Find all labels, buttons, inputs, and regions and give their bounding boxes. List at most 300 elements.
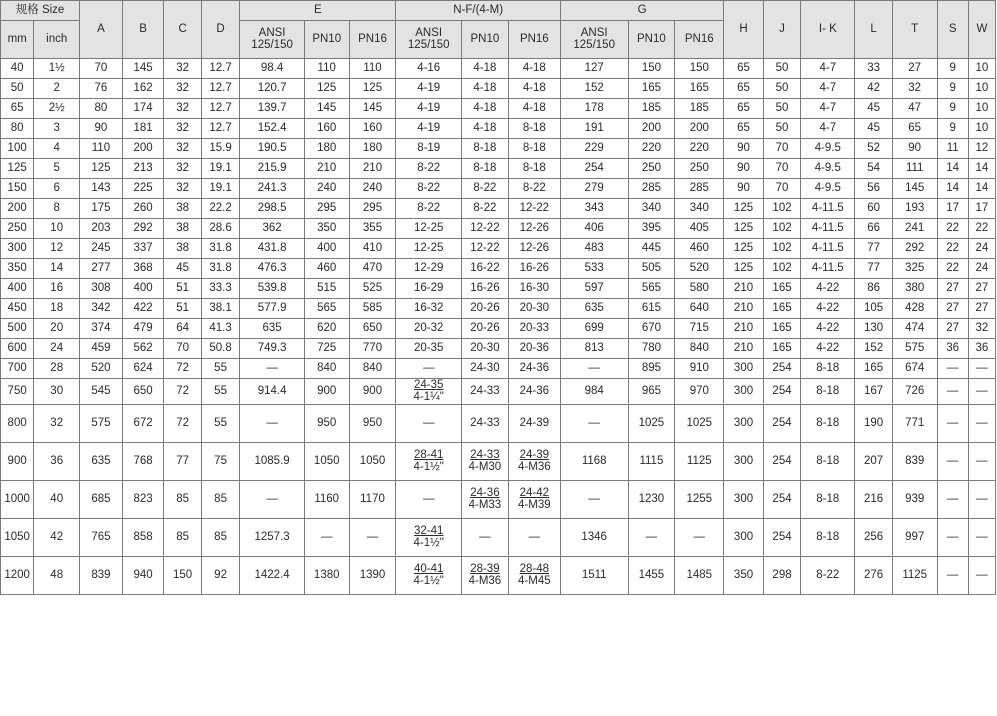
cell-e-pn16: 840 <box>349 359 396 379</box>
col-a-header: A <box>80 1 123 59</box>
cell-l: 45 <box>855 119 892 139</box>
cell-mm: 600 <box>1 339 34 359</box>
cell-t: 27 <box>892 59 937 79</box>
cell-g-pn16: 970 <box>675 379 724 405</box>
cell-ik: 4-22 <box>801 299 855 319</box>
cell-b: 400 <box>122 279 164 299</box>
cell-b: 650 <box>122 379 164 405</box>
cell-ik: 4-22 <box>801 319 855 339</box>
cell-d: 55 <box>201 405 240 443</box>
cell-s: 9 <box>937 79 968 99</box>
cell-s: — <box>937 359 968 379</box>
cell-mm: 40 <box>1 59 34 79</box>
cell-mm: 50 <box>1 79 34 99</box>
table-body <box>1 59 996 595</box>
cell-l: 33 <box>855 59 892 79</box>
cell-s: 22 <box>937 239 968 259</box>
stacked-value <box>469 449 502 473</box>
cell-j: 102 <box>763 239 800 259</box>
cell-nf-ansi: 8-22 <box>396 179 462 199</box>
cell-s: 22 <box>937 259 968 279</box>
cell-nf-pn10: 12-22 <box>461 239 508 259</box>
cell-s: — <box>937 379 968 405</box>
cell-ik: 4-22 <box>801 339 855 359</box>
cell-nf-pn16 <box>508 443 560 481</box>
ansi-label: ANSI <box>580 27 608 39</box>
cell-s: 11 <box>937 139 968 159</box>
cell-b: 858 <box>122 519 164 557</box>
table-row <box>1 159 996 179</box>
cell-b: 225 <box>122 179 164 199</box>
cell-h: 300 <box>724 405 764 443</box>
cell-inch: 5 <box>34 159 80 179</box>
cell-e-pn16: 950 <box>349 405 396 443</box>
cell-h: 65 <box>724 99 764 119</box>
cell-g-pn16: 1255 <box>675 481 724 519</box>
cell-nf-pn16 <box>508 481 560 519</box>
cell-a: 277 <box>80 259 123 279</box>
cell-a: 70 <box>80 59 123 79</box>
table-row <box>1 319 996 339</box>
cell-inch: 18 <box>34 299 80 319</box>
cell-c: 77 <box>164 443 201 481</box>
cell-ik: 8-18 <box>801 405 855 443</box>
cell-nf-pn16: 4-18 <box>508 79 560 99</box>
ansi-class-label: 125/150 <box>407 39 450 51</box>
cell-nf-pn10: 8-18 <box>461 159 508 179</box>
cell-h: 125 <box>724 199 764 219</box>
cell-b: 768 <box>122 443 164 481</box>
cell-mm: 750 <box>1 379 34 405</box>
cell-b: 200 <box>122 139 164 159</box>
cell-e-pn16: 900 <box>349 379 396 405</box>
cell-e-pn16: 125 <box>349 79 396 99</box>
cell-t: 292 <box>892 239 937 259</box>
cell-c: 32 <box>164 119 201 139</box>
cell-inch: 32 <box>34 405 80 443</box>
cell-w: 10 <box>968 99 995 119</box>
cell-nf-pn10: 12-22 <box>461 219 508 239</box>
cell-inch: 3 <box>34 119 80 139</box>
cell-ik: 4-7 <box>801 119 855 139</box>
cell-ik: 8-18 <box>801 443 855 481</box>
cell-nf-pn16: — <box>508 519 560 557</box>
bolt-spec: 4-M36 <box>468 575 502 587</box>
cell-g-pn16: 1025 <box>675 405 724 443</box>
cell-nf-pn16: 16-26 <box>508 259 560 279</box>
cell-l: 56 <box>855 179 892 199</box>
cell-d: 38.1 <box>201 299 240 319</box>
cell-h: 350 <box>724 557 764 595</box>
cell-a: 839 <box>80 557 123 595</box>
cell-d: 41.3 <box>201 319 240 339</box>
cell-a: 203 <box>80 219 123 239</box>
cell-s: 14 <box>937 159 968 179</box>
cell-g-pn10: 200 <box>628 119 675 139</box>
cell-w: 10 <box>968 59 995 79</box>
cell-nf-ansi <box>396 519 462 557</box>
cell-nf-pn10 <box>461 557 508 595</box>
cell-g-ansi: 533 <box>560 259 628 279</box>
cell-e-pn16: 355 <box>349 219 396 239</box>
stacked-value <box>414 563 444 587</box>
cell-d: 75 <box>201 443 240 481</box>
bolt-spec: 4-1½" <box>413 575 444 587</box>
cell-g-pn16: 460 <box>675 239 724 259</box>
cell-ik: 8-22 <box>801 557 855 595</box>
cell-a: 76 <box>80 79 123 99</box>
cell-l: 86 <box>855 279 892 299</box>
cell-g-ansi: 1511 <box>560 557 628 595</box>
cell-g-pn10: 340 <box>628 199 675 219</box>
cell-g-pn10: 445 <box>628 239 675 259</box>
ansi-label: ANSI <box>258 27 286 39</box>
table-row <box>1 119 996 139</box>
cell-d: 85 <box>201 519 240 557</box>
cell-h: 300 <box>724 379 764 405</box>
cell-b: 213 <box>122 159 164 179</box>
cell-w: — <box>968 519 995 557</box>
cell-g-pn16: 840 <box>675 339 724 359</box>
cell-ik: 4-22 <box>801 279 855 299</box>
cell-e-ansi: 1257.3 <box>240 519 305 557</box>
cell-nf-pn10: 16-22 <box>461 259 508 279</box>
cell-d: 85 <box>201 481 240 519</box>
cell-c: 64 <box>164 319 201 339</box>
cell-l: 276 <box>855 557 892 595</box>
cell-c: 32 <box>164 99 201 119</box>
cell-mm: 150 <box>1 179 34 199</box>
nf-pn10-header: PN10 <box>461 21 508 59</box>
cell-nf-ansi: — <box>396 481 462 519</box>
cell-j: 70 <box>763 159 800 179</box>
cell-mm: 100 <box>1 139 34 159</box>
cell-mm: 400 <box>1 279 34 299</box>
cell-g-pn16: 715 <box>675 319 724 339</box>
cell-w: 10 <box>968 79 995 99</box>
cell-t: 111 <box>892 159 937 179</box>
cell-g-ansi: 191 <box>560 119 628 139</box>
cell-inch: 8 <box>34 199 80 219</box>
cell-nf-pn10: 8-18 <box>461 139 508 159</box>
table-row <box>1 299 996 319</box>
cell-e-pn16: 145 <box>349 99 396 119</box>
cell-ik: 4-7 <box>801 99 855 119</box>
hole-spec: 24-36 <box>470 487 500 499</box>
table-row <box>1 239 996 259</box>
cell-t: 193 <box>892 199 937 219</box>
cell-g-pn16: 200 <box>675 119 724 139</box>
cell-nf-pn16: 12-26 <box>508 219 560 239</box>
cell-d: 55 <box>201 359 240 379</box>
cell-g-ansi: 178 <box>560 99 628 119</box>
cell-c: 150 <box>164 557 201 595</box>
cell-a: 459 <box>80 339 123 359</box>
cell-j: 50 <box>763 59 800 79</box>
hole-spec: 28-48 <box>519 563 550 575</box>
cell-g-pn10: 1455 <box>628 557 675 595</box>
cell-t: 32 <box>892 79 937 99</box>
cell-w: 12 <box>968 139 995 159</box>
stacked-value <box>518 563 551 587</box>
cell-d: 28.6 <box>201 219 240 239</box>
cell-e-pn10: 840 <box>304 359 349 379</box>
hole-spec: 40-41 <box>413 563 444 575</box>
cell-s: — <box>937 481 968 519</box>
cell-e-pn10: 950 <box>304 405 349 443</box>
cell-inch: 28 <box>34 359 80 379</box>
cell-e-ansi: 362 <box>240 219 305 239</box>
cell-ik: 8-18 <box>801 379 855 405</box>
table-row <box>1 359 996 379</box>
cell-g-pn10: 220 <box>628 139 675 159</box>
cell-j: 165 <box>763 339 800 359</box>
cell-g-pn16: 910 <box>675 359 724 379</box>
cell-l: 60 <box>855 199 892 219</box>
cell-b: 624 <box>122 359 164 379</box>
cell-mm: 450 <box>1 299 34 319</box>
cell-b: 145 <box>122 59 164 79</box>
col-g-header: G <box>560 1 723 21</box>
col-ik-header: I- K <box>801 1 855 59</box>
cell-e-ansi: 98.4 <box>240 59 305 79</box>
cell-e-pn10: 210 <box>304 159 349 179</box>
cell-nf-pn16: 16-30 <box>508 279 560 299</box>
cell-e-ansi: 1085.9 <box>240 443 305 481</box>
cell-e-ansi: — <box>240 359 305 379</box>
col-l-header: L <box>855 1 892 59</box>
cell-l: 77 <box>855 259 892 279</box>
cell-nf-ansi: 8-22 <box>396 159 462 179</box>
cell-ik: 8-18 <box>801 481 855 519</box>
cell-e-pn10: 565 <box>304 299 349 319</box>
cell-e-ansi: 139.7 <box>240 99 305 119</box>
cell-w: 10 <box>968 119 995 139</box>
cell-e-pn10: 1380 <box>304 557 349 595</box>
cell-mm: 300 <box>1 239 34 259</box>
bolt-spec: 4-1½" <box>413 461 444 473</box>
cell-mm: 1050 <box>1 519 34 557</box>
cell-w: 24 <box>968 239 995 259</box>
cell-nf-ansi: 8-22 <box>396 199 462 219</box>
cell-h: 300 <box>724 519 764 557</box>
cell-w: — <box>968 359 995 379</box>
cell-g-pn10: 895 <box>628 359 675 379</box>
cell-nf-pn10: 4-18 <box>461 79 508 99</box>
cell-e-ansi: 749.3 <box>240 339 305 359</box>
cell-g-ansi: 635 <box>560 299 628 319</box>
inch-header: inch <box>34 21 80 59</box>
cell-g-pn10: 1230 <box>628 481 675 519</box>
cell-g-pn10: 615 <box>628 299 675 319</box>
cell-s: 9 <box>937 119 968 139</box>
cell-d: 22.2 <box>201 199 240 219</box>
cell-s: 9 <box>937 99 968 119</box>
cell-g-ansi: — <box>560 359 628 379</box>
g-pn10-header: PN10 <box>628 21 675 59</box>
cell-nf-pn16: 8-18 <box>508 139 560 159</box>
cell-a: 575 <box>80 405 123 443</box>
cell-nf-pn10: — <box>461 519 508 557</box>
cell-g-pn16: 580 <box>675 279 724 299</box>
cell-a: 374 <box>80 319 123 339</box>
cell-nf-pn16: 24-36 <box>508 379 560 405</box>
cell-nf-pn10: 4-18 <box>461 59 508 79</box>
cell-e-ansi: 914.4 <box>240 379 305 405</box>
bolt-spec: 4-M36 <box>518 461 551 473</box>
cell-d: 15.9 <box>201 139 240 159</box>
cell-e-ansi: 1422.4 <box>240 557 305 595</box>
table-row <box>1 405 996 443</box>
cell-j: 165 <box>763 299 800 319</box>
cell-a: 765 <box>80 519 123 557</box>
cell-b: 181 <box>122 119 164 139</box>
cell-nf-ansi: 4-19 <box>396 99 462 119</box>
cell-nf-ansi <box>396 557 462 595</box>
cell-g-pn16: 640 <box>675 299 724 319</box>
cell-inch: 2 <box>34 79 80 99</box>
cell-d: 12.7 <box>201 79 240 99</box>
cell-e-pn10: 460 <box>304 259 349 279</box>
cell-nf-ansi: 12-25 <box>396 219 462 239</box>
cell-g-ansi: 699 <box>560 319 628 339</box>
e-ansi-header <box>240 21 305 59</box>
cell-e-pn10: 900 <box>304 379 349 405</box>
cell-ik: 4-9.5 <box>801 139 855 159</box>
cell-b: 162 <box>122 79 164 99</box>
cell-s: 27 <box>937 299 968 319</box>
cell-e-pn16: 110 <box>349 59 396 79</box>
cell-nf-pn10: 8-22 <box>461 179 508 199</box>
cell-h: 210 <box>724 319 764 339</box>
cell-s: — <box>937 405 968 443</box>
hole-spec: 24-35 <box>413 379 444 391</box>
cell-l: 45 <box>855 99 892 119</box>
cell-nf-ansi <box>396 379 462 405</box>
cell-e-pn16: 525 <box>349 279 396 299</box>
cell-s: 27 <box>937 279 968 299</box>
cell-b: 940 <box>122 557 164 595</box>
cell-h: 125 <box>724 239 764 259</box>
cell-ik: 4-11.5 <box>801 239 855 259</box>
cell-t: 1125 <box>892 557 937 595</box>
cell-nf-pn16: 8-22 <box>508 179 560 199</box>
cell-c: 72 <box>164 359 201 379</box>
cell-l: 256 <box>855 519 892 557</box>
cell-l: 190 <box>855 405 892 443</box>
cell-h: 90 <box>724 179 764 199</box>
cell-mm: 1200 <box>1 557 34 595</box>
cell-g-ansi: 984 <box>560 379 628 405</box>
cell-e-ansi: 539.8 <box>240 279 305 299</box>
cell-nf-pn10: 24-30 <box>461 359 508 379</box>
cell-s: 9 <box>937 59 968 79</box>
cell-h: 125 <box>724 219 764 239</box>
cell-nf-ansi: 16-32 <box>396 299 462 319</box>
g-pn16-header: PN16 <box>675 21 724 59</box>
cell-t: 145 <box>892 179 937 199</box>
cell-ik: 4-7 <box>801 59 855 79</box>
cell-c: 85 <box>164 519 201 557</box>
cell-e-ansi: 120.7 <box>240 79 305 99</box>
cell-g-ansi: 483 <box>560 239 628 259</box>
cell-nf-ansi: 20-32 <box>396 319 462 339</box>
cell-j: 254 <box>763 519 800 557</box>
cell-g-ansi: 254 <box>560 159 628 179</box>
col-d-header: D <box>201 1 240 59</box>
cell-inch: 24 <box>34 339 80 359</box>
cell-s: 27 <box>937 319 968 339</box>
cell-c: 38 <box>164 199 201 219</box>
cell-e-pn10: 240 <box>304 179 349 199</box>
cell-a: 125 <box>80 159 123 179</box>
cell-s: — <box>937 519 968 557</box>
cell-inch: 42 <box>34 519 80 557</box>
cell-l: 42 <box>855 79 892 99</box>
cell-nf-ansi <box>396 443 462 481</box>
table-row <box>1 219 996 239</box>
col-b-header: B <box>122 1 164 59</box>
cell-g-pn16: 150 <box>675 59 724 79</box>
cell-t: 474 <box>892 319 937 339</box>
cell-g-pn10: 1115 <box>628 443 675 481</box>
cell-g-ansi: 597 <box>560 279 628 299</box>
nf-pn16-header: PN16 <box>508 21 560 59</box>
cell-b: 292 <box>122 219 164 239</box>
cell-nf-pn16: 20-33 <box>508 319 560 339</box>
cell-l: 66 <box>855 219 892 239</box>
cell-e-ansi: 241.3 <box>240 179 305 199</box>
cell-d: 12.7 <box>201 99 240 119</box>
cell-nf-pn10: 4-18 <box>461 99 508 119</box>
cell-nf-ansi: — <box>396 359 462 379</box>
cell-w: — <box>968 443 995 481</box>
cell-h: 300 <box>724 359 764 379</box>
cell-j: 102 <box>763 259 800 279</box>
cell-mm: 65 <box>1 99 34 119</box>
cell-d: 19.1 <box>201 179 240 199</box>
ansi-class-label: 125/150 <box>251 39 293 51</box>
cell-c: 72 <box>164 405 201 443</box>
cell-inch: 30 <box>34 379 80 405</box>
cell-e-pn16: 1050 <box>349 443 396 481</box>
cell-w: — <box>968 557 995 595</box>
cell-ik: 4-9.5 <box>801 159 855 179</box>
cell-t: 428 <box>892 299 937 319</box>
cell-g-pn10: 965 <box>628 379 675 405</box>
cell-l: 216 <box>855 481 892 519</box>
cell-g-pn10: 565 <box>628 279 675 299</box>
cell-l: 130 <box>855 319 892 339</box>
cell-mm: 125 <box>1 159 34 179</box>
table-row <box>1 339 996 359</box>
hole-spec: 32-41 <box>413 525 444 537</box>
cell-s: — <box>937 443 968 481</box>
cell-s: 14 <box>937 179 968 199</box>
ansi-class-label: 125/150 <box>573 39 615 51</box>
cell-e-pn10: 1160 <box>304 481 349 519</box>
cell-nf-pn16: 20-36 <box>508 339 560 359</box>
cell-l: 77 <box>855 239 892 259</box>
cell-nf-pn16: 8-18 <box>508 159 560 179</box>
cell-g-pn10: — <box>628 519 675 557</box>
cell-w: — <box>968 405 995 443</box>
cell-g-pn16: — <box>675 519 724 557</box>
cell-t: 380 <box>892 279 937 299</box>
col-j-header: J <box>763 1 800 59</box>
hole-spec: 24-42 <box>519 487 550 499</box>
cell-nf-pn10: 20-30 <box>461 339 508 359</box>
